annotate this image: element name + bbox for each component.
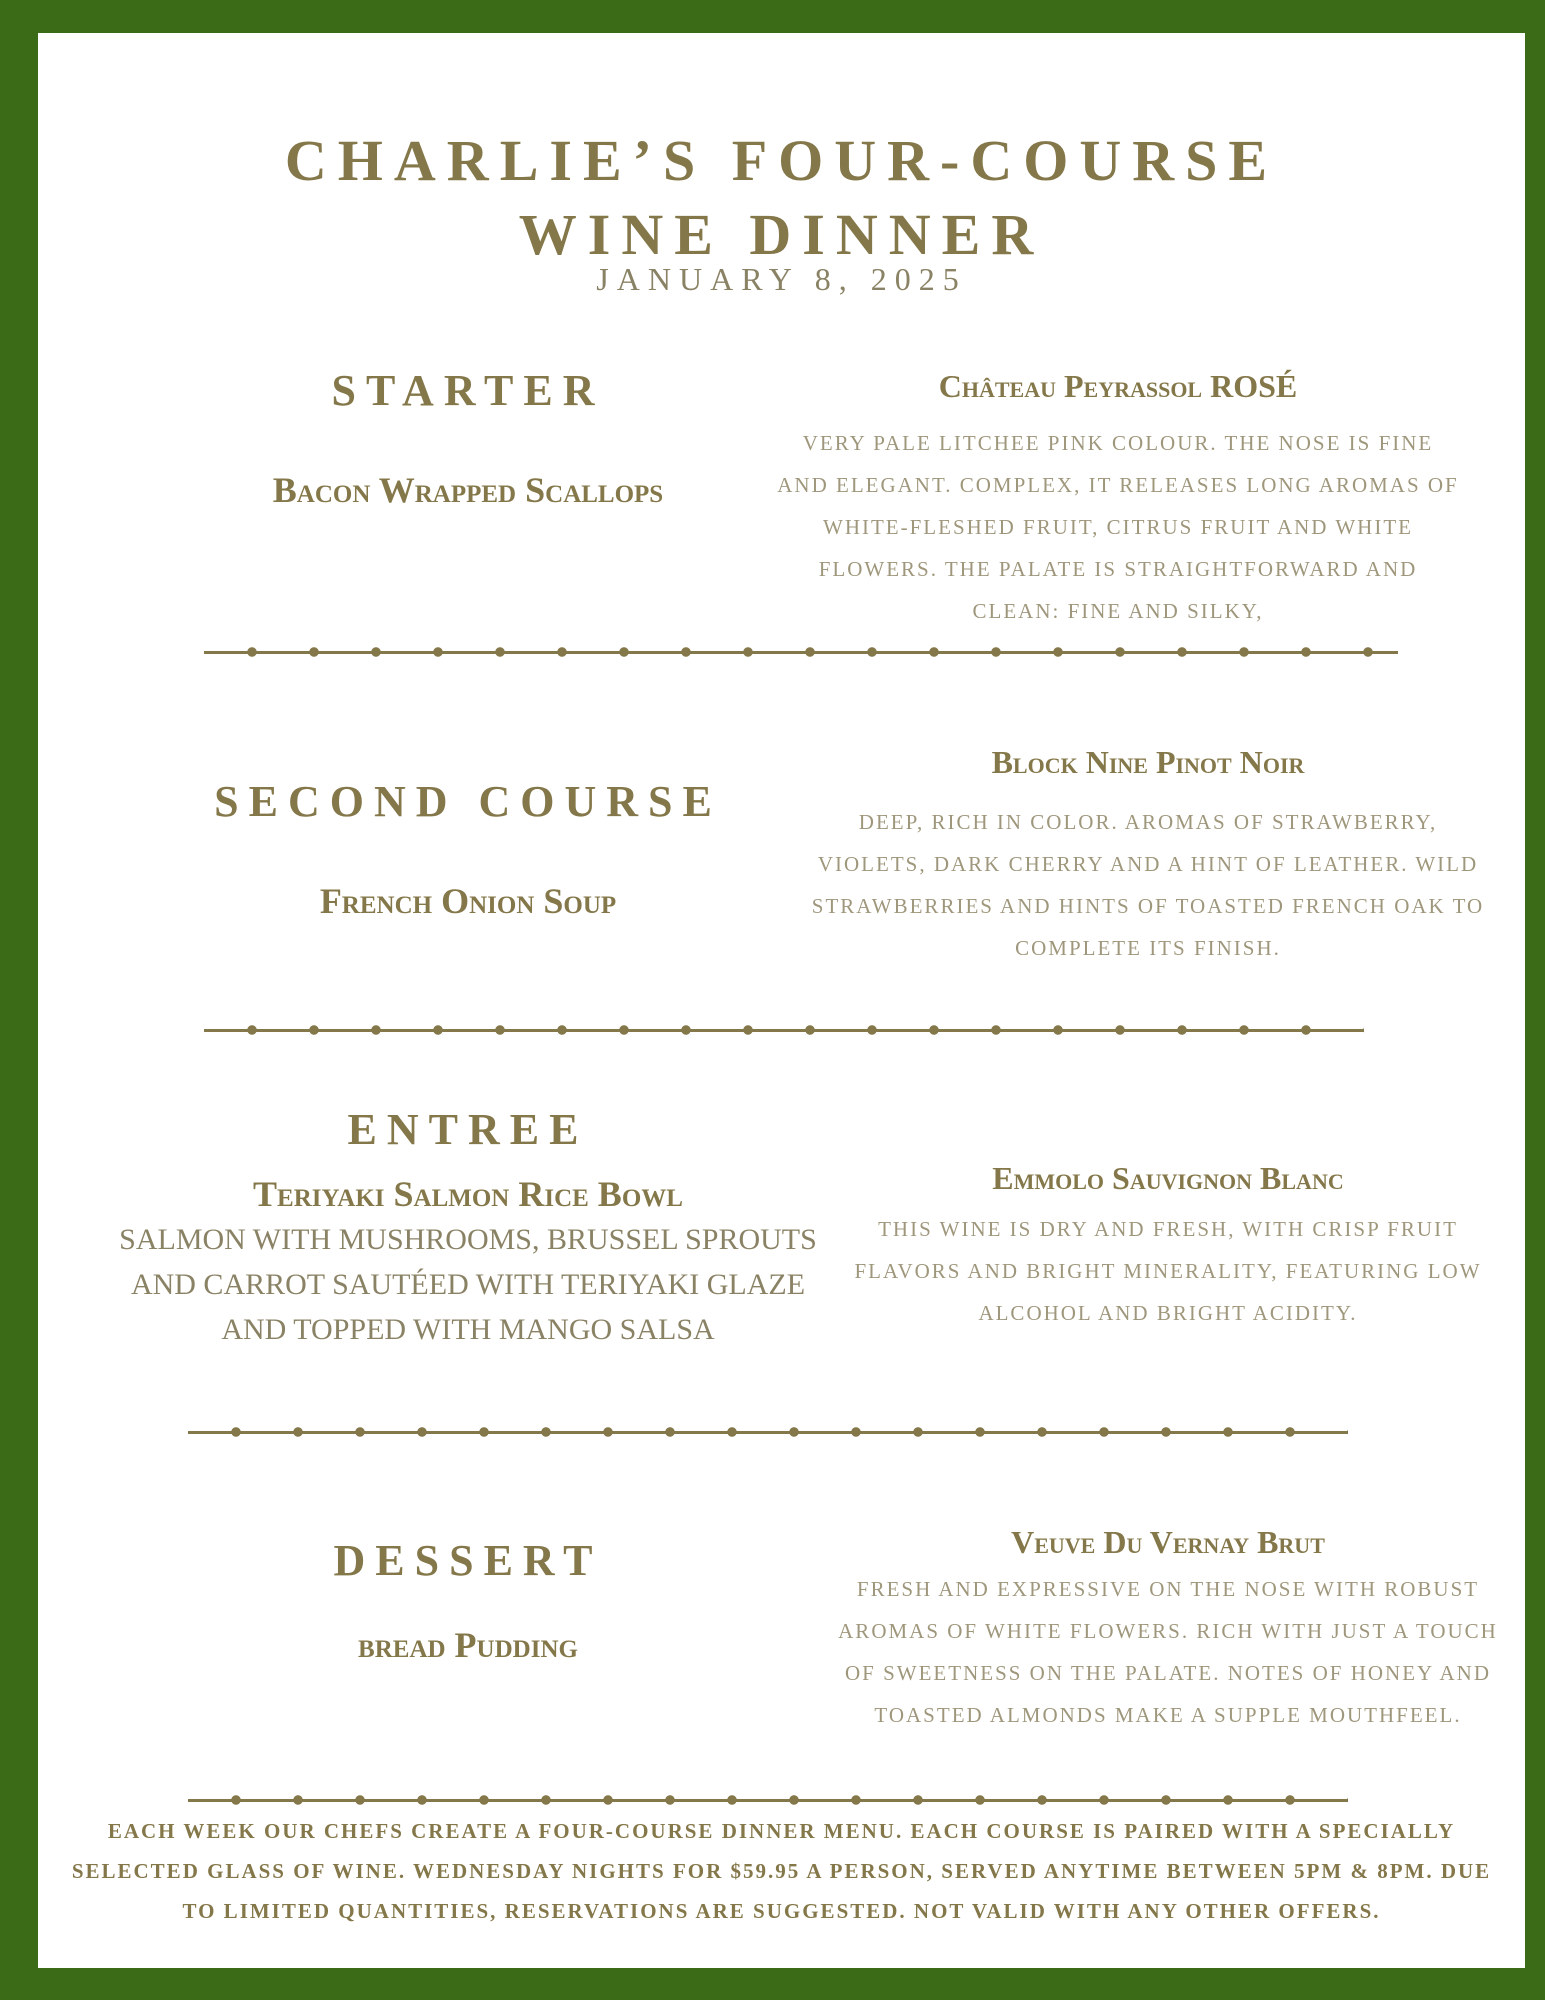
section-divider [204,646,1398,658]
wine-notes-dessert: FRESH AND EXPRESSIVE ON THE NOSE WITH ROBUST AROMAS OF WHITE FLOWERS. RICH WITH JUST A TOUCH OF SWEETNESS ON THE PALATE. NOTES OF HONEY AND TOASTED ALMONDS MAKE A SUPPLE MOUTHFEEL. [838,1577,1498,1727]
dish-starter: Bacon Wrapped Scallops [272,470,664,510]
menu-page [38,33,1525,1968]
event-date: JANUARY 8, 2025 [596,261,967,297]
wine-name-starter: Château Peyrassol ROSÉ [938,368,1298,404]
course-label-second-course: SECOND COURSE [214,777,722,826]
dish-dessert: bread Pudding [358,1625,578,1665]
dish-second-course: French Onion Soup [319,881,617,921]
wine-name-entree: Emmolo Sauvignon Blanc [992,1160,1344,1196]
wine-notes-second-course: DEEP, RICH IN COLOR. AROMAS OF STRAWBERRY, VIOLETS, DARK CHERRY AND A HINT OF LEATHER. WILD STRAWBERRIES AND HINTS OF TOASTED FRENCH OAK TO COMPLETE ITS FINISH. [811,810,1485,960]
menu-title-line1: CHARLIE’S FOUR-COURSE [284,128,1279,193]
dish-description-entree: SALMON WITH MUSHROOMS, BRUSSEL SPROUTS AND CARROT SAUTÉED WITH TERIYAKI GLAZE AND TOPPED WITH MANGO SALSA [119,1223,817,1346]
section-divider [188,1426,1348,1438]
course-label-dessert: DESSERT [333,1536,603,1585]
wine-name-dessert: Veuve Du Vernay Brut [1011,1524,1325,1560]
menu-title-line2: WINE DINNER [518,202,1045,267]
dish-entree: Teriyaki Salmon Rice Bowl [253,1174,683,1214]
wine-notes-starter: VERY PALE LITCHEE PINK COLOUR. THE NOSE IS FINE AND ELEGANT. COMPLEX, IT RELEASES LONG AROMAS OF WHITE-FLESHED FRUIT, CITRUS FRUIT AND WHITE FLOWERS. THE PALATE IS STRAIGHTFORWARD AND CLEAN: FINE AND SILKY, [777,431,1459,623]
wine-notes-entree: THIS WINE IS DRY AND FRESH, WITH CRISP FRUIT FLAVORS AND BRIGHT MINERALITY, FEATURING LOW ALCOHOL AND BRIGHT ACIDITY. [854,1217,1482,1325]
course-label-starter: STARTER [331,366,605,415]
section-divider [188,1794,1348,1806]
wine-name-second-course: Block Nine Pinot Noir [991,744,1305,780]
section-divider [204,1024,1364,1036]
course-label-entree: ENTREE [347,1105,589,1154]
footer-note: EACH WEEK OUR CHEFS CREATE A FOUR-COURSE DINNER MENU. EACH COURSE IS PAIRED WITH A SPECIALLY SELECTED GLASS OF WINE. WEDNESDAY NIGHTS FOR $59.95 A PERSON, SERVED ANYTIME BETWEEN 5PM & 8PM. DUE TO LIMITED QUANTITIES, RESERVATIONS ARE SUGGESTED. NOT VALID WITH ANY OTHER OFFERS. [71,1819,1492,1923]
